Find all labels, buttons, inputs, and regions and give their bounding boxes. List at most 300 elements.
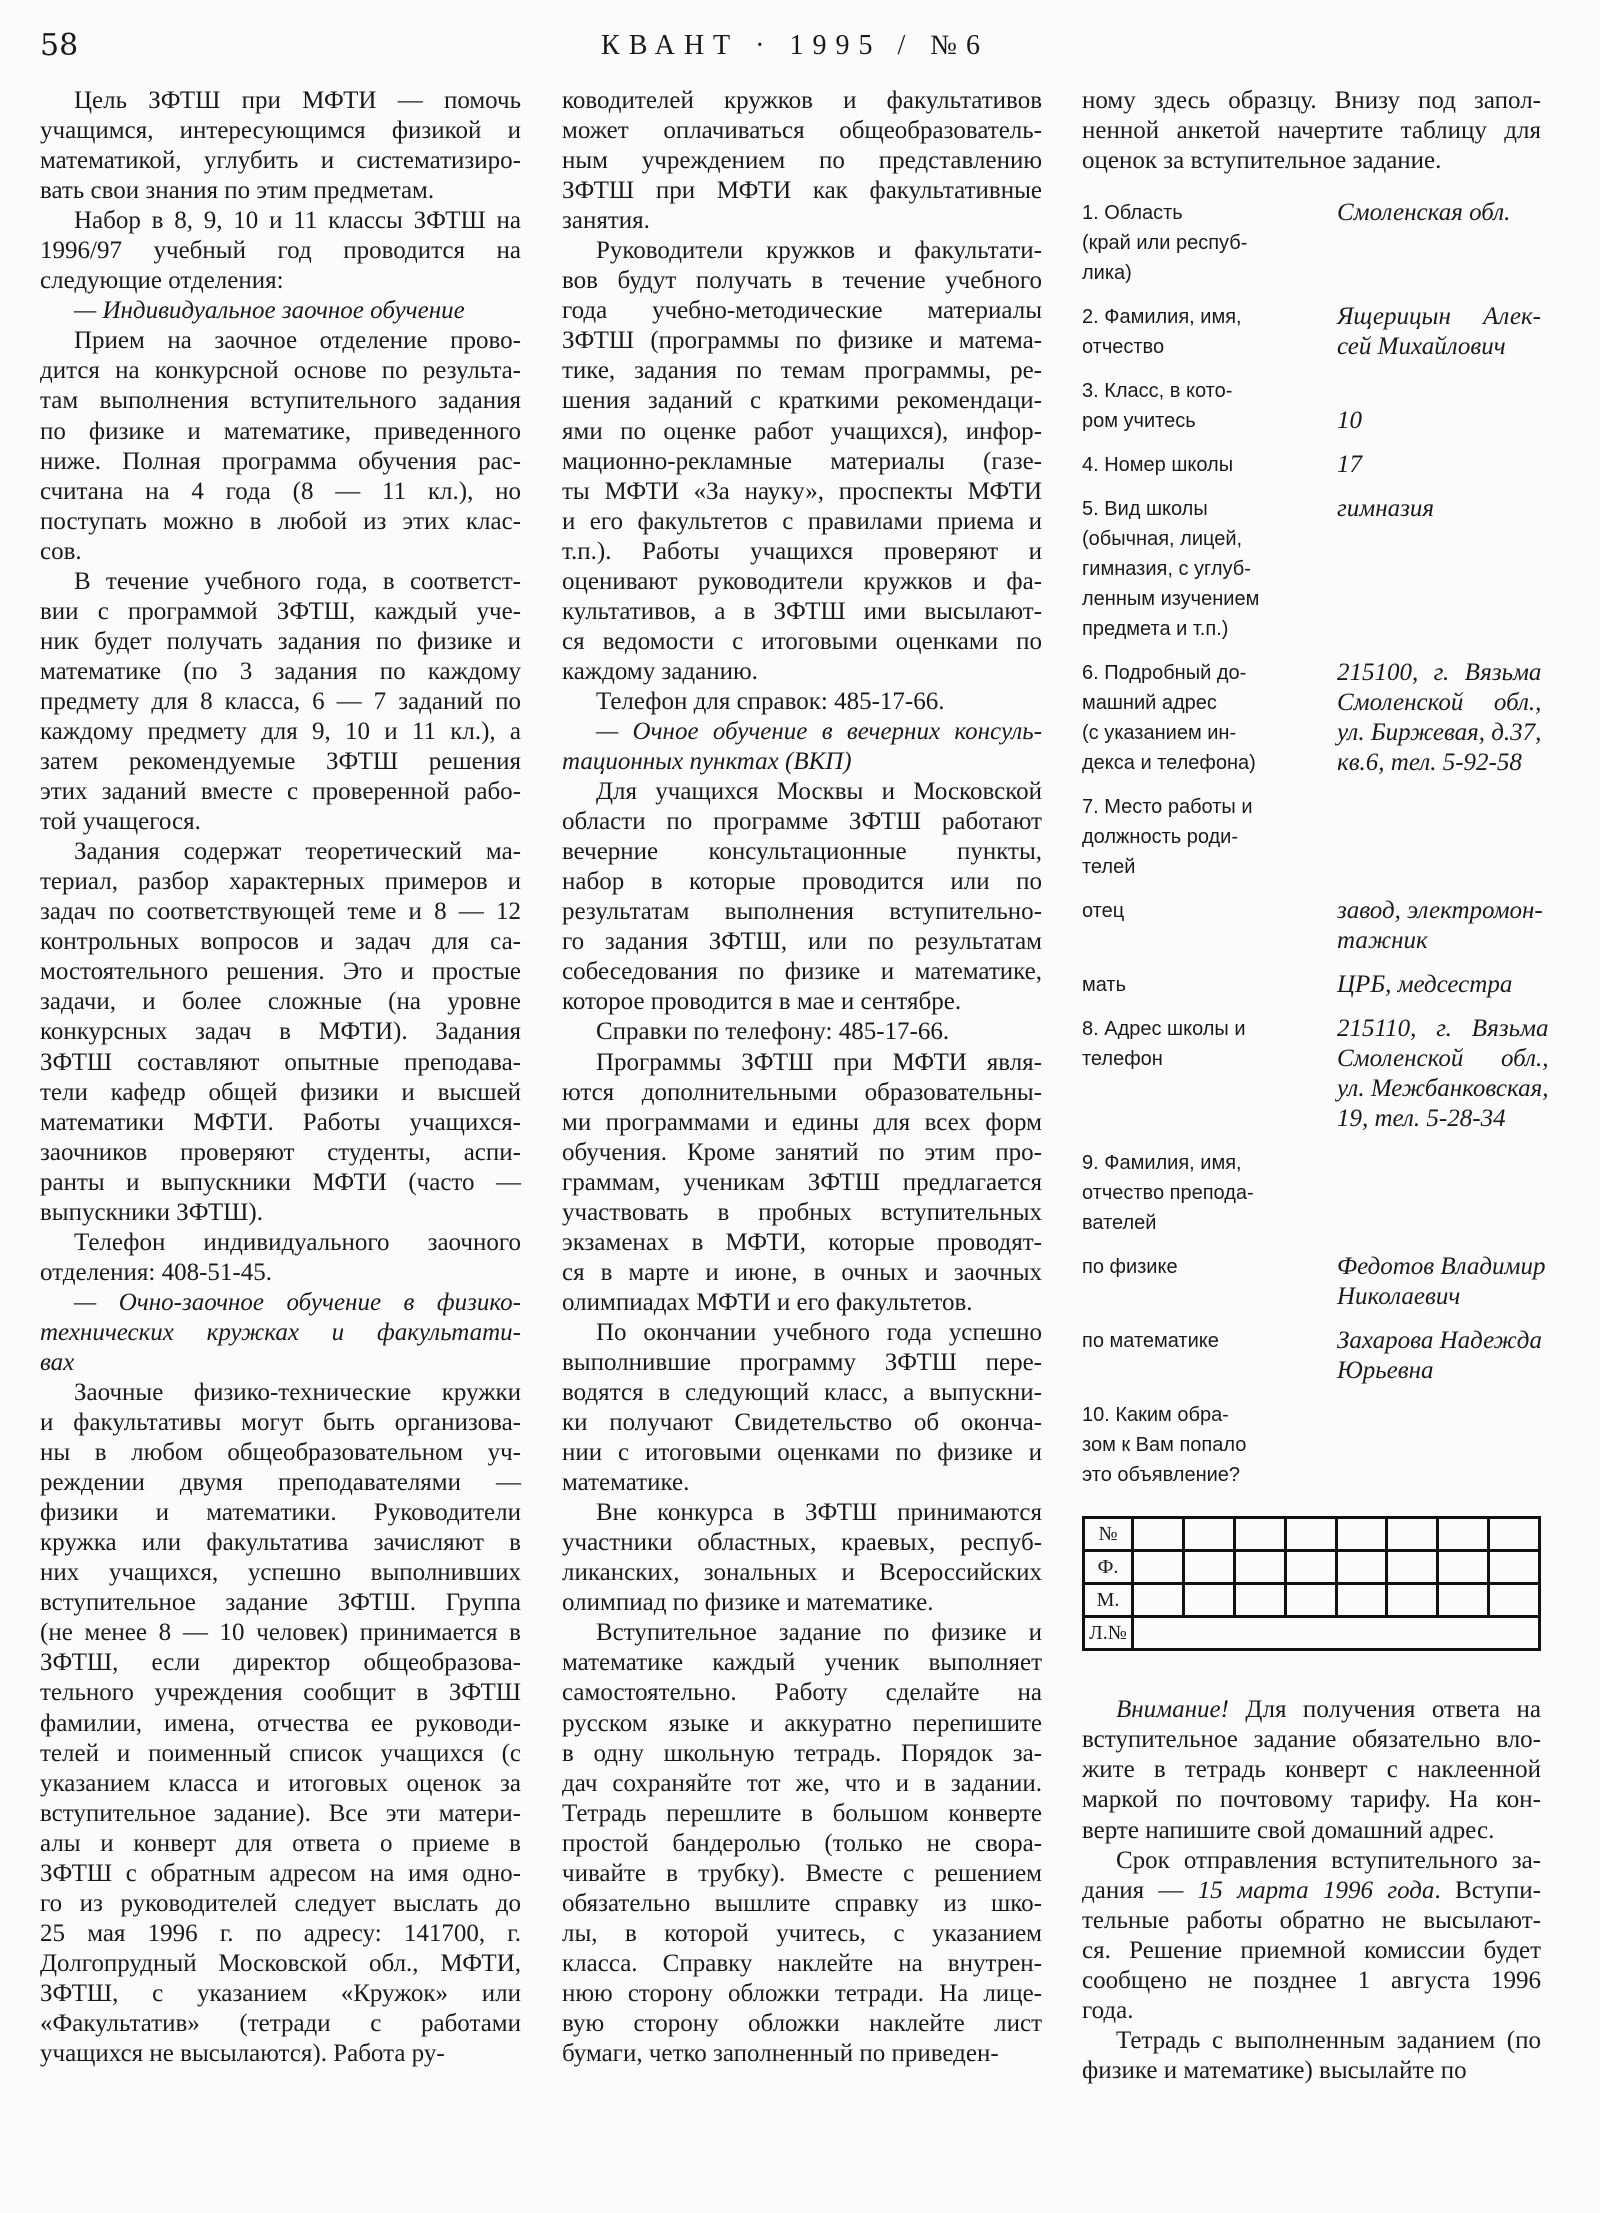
text-line: ся. Решение приемной комиссии будет [1082,1936,1541,1964]
paragraph [562,1017,1042,1047]
value-line: Смоленская обл. [1337,199,1511,227]
value-line: кв.6, тел. 5-92-58 [1337,749,1522,777]
text-line: тели кафедр общей физики и высшей [40,1078,521,1106]
text-line: русском языке и аккуратно перепишите [562,1709,1042,1737]
text-line: Заочные физико-технические кружки [74,1379,521,1407]
form-row [1082,1014,1549,1134]
text-line: учащимся, интересующимся физикой и [40,117,521,145]
section-heading [40,296,521,326]
label-line: 10. Каким обра- [1082,1404,1229,1427]
paragraph [562,86,1042,236]
text-line: фамилии, имена, отчества ее руководи- [40,1709,521,1737]
text-line: контрольных вопросов и задач для са- [40,928,521,956]
form-row [1082,494,1541,644]
form-row [1082,198,1541,288]
grade-cell[interactable] [1336,1584,1387,1617]
text-line: отделения: 408-51-45. [40,1258,273,1286]
text-line: Прием на заочное отделение прово- [74,327,521,355]
grade-cell[interactable] [1183,1584,1234,1617]
label-line: 9. Фамилия, имя, [1082,1152,1242,1175]
grade-cell[interactable] [1234,1551,1285,1584]
grade-cell[interactable] [1285,1551,1336,1584]
text-line: дач сохраняйте тот же, что и в задании. [562,1769,1042,1797]
text-line: тельного учреждения сообщит в ЗФТШ [40,1679,521,1707]
text-line: Вне конкурса в ЗФТШ принимаются [596,1499,1042,1527]
label-line: это объявление? [1082,1464,1241,1487]
form-field-label [1082,198,1337,288]
form-field-label [1082,792,1337,882]
text-line: Цель ЗФТШ при МФТИ — помочь [74,87,521,114]
text-line: ненной анкетой начертите таблицу для [1082,117,1541,145]
grade-cell[interactable] [1133,1551,1184,1584]
value-line: Смоленской обл., [1337,689,1542,717]
text-line: собеседования по физике и математике, [562,958,1042,986]
grade-table [1082,1516,1541,1651]
text-line: задач по соответствующей теме и 8 — 12 [40,898,521,926]
text-line: этих заданий вместе с проверенной рабо- [40,778,521,806]
text-line: считана на 4 года (8 — 11 кл.), но [40,477,521,505]
text-line: водятся в следующий класс, а выпускни- [562,1379,1042,1407]
label-line: лика) [1082,262,1132,285]
label-line: по физике [1082,1256,1178,1279]
text-line: В течение учебного года, в соответст- [74,567,521,595]
paragraph [40,1378,521,2069]
text-line: 25 мая 1996 г. по адресу: 141700, г. [40,1919,521,1947]
label-line: 2. Фамилия, имя, [1082,306,1242,329]
paragraph [40,1228,521,1288]
text-line: ны в любом общеобразовательном уч- [40,1439,521,1467]
paragraph [562,777,1042,1017]
paragraph [1082,1695,1541,1845]
label-line: мать [1082,974,1127,997]
text-line: вечерние консультационные пункты, [562,838,1042,866]
text-line: алы и конверт для ответа о приеме в [40,1829,521,1857]
text-line: граммам, ученикам ЗФТШ предлагается [562,1168,1042,1196]
form-field-label [1082,1148,1337,1238]
text-line: математике каждый ученик выполняет [562,1649,1042,1677]
grade-cell[interactable] [1387,1518,1438,1551]
closing-notes [1082,1695,1541,2086]
text-line: самостоятельно. Работу сделайте на [562,1679,1042,1707]
text-line: вах [40,1348,75,1376]
text-line: ранты и выпускники МФТИ (часто — [40,1168,521,1196]
text-line: вступительное задание). Все эти матери- [40,1799,521,1827]
text-line: сообщено не позднее 1 августа 1996 [1082,1966,1541,1994]
label-line: телей [1082,856,1136,879]
grade-cell[interactable] [1285,1584,1336,1617]
text-line: экзаменах в МФТИ, которые проводят- [562,1228,1042,1256]
form-instructions [1082,86,1541,176]
form-field-label [1082,376,1337,436]
text-line: математикой, углубить и систематизиро- [40,147,521,175]
form-field-value [1337,494,1541,644]
text-line: и его факультетов с правилами приема и [562,507,1042,535]
text-line: каждому предмету для 9, 10 и 11 кл.), а [40,717,521,745]
form-field-label [1082,896,1337,956]
text-line: выпускники ЗФТШ). [40,1198,263,1226]
grade-cell[interactable] [1133,1584,1184,1617]
value-line: Захарова Надежда [1337,1327,1542,1355]
value-line: ЦРБ, медсестра [1337,971,1513,999]
text-line: (не менее 8 — 10 человек) принимается в [40,1619,521,1647]
text-line: олимпиад по физике и математике. [562,1589,934,1617]
text-line: заочников проверяют студенты, аспи- [40,1138,521,1166]
text-line: сов. [40,537,82,565]
text-line: ниже. Полная программа обучения рас- [40,447,521,475]
form-row [1082,658,1541,778]
text-line: ты МФТИ «За науку», проспекты МФТИ [562,477,1042,505]
form-row [1082,896,1541,956]
text-line: области по программе ЗФТШ работают [562,808,1042,836]
form-field-label [1082,970,1337,1000]
text-line: Справки по телефону: 485-17-66. [596,1018,950,1046]
text-line: ями по оценке работ учащихся), инфор- [562,417,1042,445]
text-line: занятия. [562,207,650,235]
column-1 [40,86,521,2069]
text-line: Задания содержат теоретический ма- [74,838,521,866]
form-field-value [1337,1400,1541,1490]
text-line: ются дополнительными образовательны- [562,1078,1042,1106]
value-line: тажник [1337,927,1428,955]
text-line: каждому заданию. [562,657,758,685]
text-line: дится на конкурсной основе по результа- [40,357,521,385]
text-line: кружка или факультатива зачисляют в [40,1529,521,1557]
form-field-label [1082,658,1337,778]
form-field-value [1337,658,1541,778]
grade-cell[interactable] [1234,1518,1285,1551]
text-line: учащихся не высылаются). Работа ру- [40,2040,445,2068]
grade-cell[interactable] [1336,1551,1387,1584]
text-line: физике и математике) высылайте по [1082,2056,1467,2084]
text-line: вступительное задание ЗФТШ. Группа [40,1589,521,1617]
label-line: 1. Область [1082,202,1183,225]
label-line: ленным изучением [1082,588,1260,611]
value-line: сей Михайлович [1337,333,1506,361]
grade-cell[interactable] [1336,1518,1387,1551]
text-line: и факультативы могут быть организова- [40,1409,521,1437]
text-line: тельные работы обратно не высылают- [1082,1906,1541,1934]
text-line: физики и математики. Руководители [40,1499,521,1527]
text-line: математике (по 3 задания по каждому [40,657,521,685]
text-line: ЗФТШ при МФТИ как факультативные [562,177,1042,205]
form-field-value [1337,896,1543,956]
form-field-value [1337,302,1541,362]
value-line: Федотов Владимир [1337,1253,1546,1281]
text-line: Вступительное задание по физике и [596,1619,1042,1647]
text-line: реждении двумя преподавателями — [40,1469,521,1497]
grade-table-row [1084,1551,1540,1584]
paragraph [562,1048,1042,1318]
text-line: вую сторону обложки наклейте лист [562,2010,1042,2037]
text-line: — Очно-заочное обучение в физико- [74,1288,521,1316]
text-line: Внимание! Для получения ответа на [1116,1696,1541,1724]
page-number: 58 [40,28,79,63]
form-field-value [1337,1252,1545,1312]
text-line: ник будет получать задания по физике и [40,627,521,655]
text-line: ЗФТШ с обратным адресом на имя одно- [40,1859,521,1887]
text-line: класса. Справку наклейте на внутрен- [562,1949,1042,1977]
form-row [1082,1326,1541,1386]
label-line: ром учитесь [1082,410,1196,433]
label-line: отчество препода- [1082,1182,1254,1205]
text-line: может оплачиваться общеобразователь- [562,117,1042,145]
form-field-value [1337,1014,1548,1134]
form-field-value [1337,450,1541,480]
text-line: в одну школьную тетрадь. Порядок за- [562,1739,1042,1767]
label-line: отец [1082,900,1125,923]
text-line: математике. [562,1469,690,1497]
paragraph [40,326,521,566]
paragraph [40,86,521,206]
text-line: ся ведомости с итоговыми оценками по [562,627,1042,655]
grade-cell[interactable] [1133,1518,1184,1551]
form-field-label [1082,1252,1337,1312]
text-line: конкурсных задач в МФТИ). Задания [40,1018,521,1046]
text-line: телей и поименный список учащихся (с [40,1739,521,1767]
paragraph [1082,2026,1541,2086]
text-line: математики МФТИ. Работы учащихся- [40,1108,521,1136]
text-line: задачи, и более сложные (на уровне [40,988,521,1016]
value-line: Николаевич [1337,1283,1461,1311]
text-line: Долгопрудный Московской обл., МФТИ, [40,1949,521,1977]
text-line: ЗФТШ, если директор общеобразова- [40,1649,521,1677]
label-line: машний адрес [1082,692,1217,715]
form-field-value [1337,792,1541,882]
text-line: них учащихся, успешно выполнивших [40,1559,521,1587]
text-line: набор в которые проводится или по [562,868,1042,896]
section-heading [562,717,1042,777]
text-line: года. [1082,1996,1134,2024]
form-row [1082,1148,1541,1238]
text-line: года учебно-методические материалы [562,297,1042,325]
text-line: Руководители кружков и факультати- [596,237,1042,265]
text-line: ки получают Свидетельство об оконча- [562,1409,1042,1437]
text-line: т.п.). Работы учащихся проверяют и [562,537,1042,565]
section-heading [40,1288,521,1378]
label-line: 3. Класс, в кото- [1082,380,1233,403]
text-line: го из руководителей следует выслать до [40,1889,521,1917]
value-line: Юрьевна [1337,1357,1434,1385]
text-line: культативов, а в ЗФТШ ими высылают- [562,597,1042,625]
paragraph [562,687,1042,717]
text-line: ЗФТШ (программы по физике и матема- [562,327,1042,355]
text-line: Телефон индивидуального заочного [74,1228,521,1256]
value-line: ул. Межбанковская, [1337,1075,1549,1103]
grade-table-row [1084,1617,1540,1650]
value-line: гимназия [1337,495,1434,523]
form-field-value [1337,198,1541,288]
label-line: зом к Вам попало [1082,1434,1247,1457]
grade-cell[interactable] [1438,1518,1489,1551]
form-row [1082,792,1541,882]
grade-cell[interactable] [1387,1551,1438,1584]
text-line: дания — 15 марта 1996 года. Вступи- [1082,1876,1541,1904]
grade-cell[interactable] [1285,1518,1336,1551]
text-line: ликанских, зональных и Всероссийских [562,1559,1042,1587]
value-line: 19, тел. 5-28-34 [1337,1105,1506,1133]
grade-cell[interactable] [1489,1518,1540,1551]
paragraph [40,837,521,1228]
text-line: Программы ЗФТШ при МФТИ явля- [596,1048,1042,1076]
form-row [1082,970,1541,1000]
paragraph [40,567,521,837]
label-line: декса и телефона) [1082,752,1256,775]
label-line: (с указанием ин- [1082,722,1237,745]
label-line: должность роди- [1082,826,1239,849]
text-line: ному здесь образцу. Внизу под запол- [1082,87,1541,114]
label-line: 7. Место работы и [1082,796,1253,819]
text-line: По окончании учебного года успешно [596,1318,1042,1346]
paragraph [1082,1846,1541,2026]
grade-cell[interactable] [1387,1584,1438,1617]
running-head: КВАНТ · 1995 / №6 [601,30,989,61]
label-line: гимназия, с углуб- [1082,558,1251,581]
value-line: 10 [1337,407,1362,435]
text-line: 1996/97 учебный год проводится на [40,237,521,265]
form-field-label [1082,450,1337,480]
grade-cell[interactable] [1438,1584,1489,1617]
form-field-value [1337,970,1541,1000]
grade-row-header: Л.№ [1084,1617,1133,1650]
grade-cell[interactable] [1234,1584,1285,1617]
text-line: ми программами и едины для всех форм [562,1108,1042,1136]
text-line: Тетрадь с выполненным заданием (по [1116,2026,1541,2054]
text-line: териал, разбор характерных примеров и [40,868,521,896]
paragraph [562,1618,1042,2069]
form-field-label [1082,1400,1337,1490]
value-line: Смоленской обл., [1337,1045,1549,1073]
value-line: 17 [1337,451,1362,479]
value-line: 215110, г. Вязьма [1337,1015,1549,1043]
label-line: предмета и т.п.) [1082,618,1229,641]
text-line: ным учреждением по представлению [562,147,1042,175]
column-2 [562,86,1042,2069]
text-line: Для учащихся Москвы и Московской [596,778,1042,806]
text-line: следующие отделения: [40,267,284,295]
text-line: затем рекомендуемые ЗФТШ решения [40,748,521,776]
text-line: нии с итоговыми оценками по физике и [562,1439,1042,1467]
text-line: результатам выполнения вступительно- [562,898,1042,926]
form-row [1082,376,1541,436]
text-line: жите в тетрадь конверт с наклеенной [1082,1756,1541,1784]
grade-cell[interactable] [1183,1518,1234,1551]
text-line: верте напишите свой домашний адрес. [1082,1816,1495,1844]
column-3 [1082,86,1549,2086]
text-line: ководителей кружков и факультативов [562,87,1042,114]
form-row [1082,1400,1541,1490]
grade-cell[interactable] [1489,1584,1540,1617]
grade-cell[interactable] [1438,1551,1489,1584]
form-field-label [1082,302,1337,362]
form-field-value [1337,1326,1542,1386]
label-line: телефон [1082,1048,1163,1071]
form-row [1082,450,1541,480]
text-line: которое проводится в мае и сентябре. [562,988,962,1016]
text-line: Телефон для справок: 485-17-66. [596,687,945,715]
text-line: обязательно вышлите справку из шко- [562,1889,1042,1917]
text-line: вии с программой ЗФТШ, каждый уче- [40,597,521,625]
grade-table-row [1084,1584,1540,1617]
text-line: тике, задания по темам программы, ре- [562,357,1042,385]
form-row [1082,302,1541,362]
label-line: 5. Вид школы [1082,498,1208,521]
text-line: нюю сторону обложки тетради. На лице- [562,1979,1042,2007]
text-line: технических кружках и факультати- [40,1318,521,1346]
text-line: там выполнения вступительного задания [40,387,521,415]
text-line: обучения. Кроме занятий по этим про- [562,1138,1042,1166]
text-line: поступать можно в любой из этих клас- [40,507,521,535]
grade-row-header: М. [1084,1584,1133,1617]
grade-cell[interactable] [1489,1551,1540,1584]
form-field-value [1337,376,1541,436]
text-line: го задания ЗФТШ, или по результатам [562,928,1042,956]
sample-application-form [1082,198,1549,1490]
grade-cell[interactable] [1133,1617,1540,1650]
text-line: той учащегося. [40,808,201,836]
text-line: Набор в 8, 9, 10 и 11 классы ЗФТШ на [74,207,521,235]
text-line: мационно-рекламные материалы (газе- [562,447,1042,475]
text-line: вов будут получать в течение учебного [562,267,1042,295]
text-line: шения заданий с краткими рекомендаци- [562,387,1042,415]
text-line: бумаги, четко заполненный по приведен- [562,2040,999,2068]
text-line: ся в марте и июне, в очных и заочных [562,1258,1042,1286]
text-line: Тетрадь перешлите в большом конверте [562,1799,1042,1827]
text-line: чивайте в трубку). Вместе с решением [562,1859,1042,1887]
text-line: мостоятельного решения. Это и простые [40,958,521,986]
form-row [1082,1252,1546,1312]
value-line: завод, электромон- [1337,897,1543,925]
text-line: тационных пунктах (ВКП) [562,748,852,776]
text-line: участвовать в пробных вступительных [562,1198,1042,1226]
grade-table-row [1084,1518,1540,1551]
grade-cell[interactable] [1183,1551,1234,1584]
text-line: маркой по почтовому тарифу. На кон- [1082,1786,1541,1814]
form-field-label [1082,494,1337,644]
label-line: отчество [1082,336,1165,359]
paragraph [562,236,1042,687]
text-line: ЗФТШ составляют опытные преподава- [40,1048,521,1076]
paragraph [40,206,521,296]
label-line: 6. Подробный до- [1082,662,1247,685]
label-line: по математике [1082,1330,1219,1353]
text-line: Срок отправления вступительного за- [1116,1846,1541,1874]
text-line: указанием класса и итоговых оценок за [40,1769,521,1797]
text-line: — Индивидуальное заочное обучение [74,297,465,325]
label-line: 4. Номер школы [1082,454,1234,477]
text-line: — Очное обучение в вечерних консуль- [596,717,1042,745]
paragraph [562,1498,1042,1618]
text-line: участники областных, краевых, респуб- [562,1529,1042,1557]
text-line: «Факультатив» (тетради с работами [40,2010,521,2037]
label-line: вателей [1082,1212,1157,1235]
text-line: оценок за вступительное задание. [1082,147,1442,175]
text-line: вступительное задание обязательно вло- [1082,1726,1541,1754]
text-line: лы, в которой учитесь, с указанием [562,1919,1042,1947]
label-line: 8. Адрес школы и [1082,1018,1246,1041]
form-field-label [1082,1014,1337,1134]
value-line: Ящерицын Алек- [1337,303,1541,331]
grade-row-header: Ф. [1084,1551,1133,1584]
text-line: выполнившие программу ЗФТШ пере- [562,1348,1042,1376]
text-line: простой бандеролью (только не свора- [562,1829,1042,1857]
label-line: (обычная, лицей, [1082,528,1243,551]
grade-row-header: № [1084,1518,1133,1551]
text-line: оценивают руководители кружков и фа- [562,567,1042,595]
value-line: 215100, г. Вязьма [1337,659,1542,687]
text-line: предмету для 8 класса, 6 — 7 заданий по [40,687,521,715]
value-line: ул. Биржевая, д.37, [1337,719,1542,747]
form-field-value [1337,1148,1541,1238]
